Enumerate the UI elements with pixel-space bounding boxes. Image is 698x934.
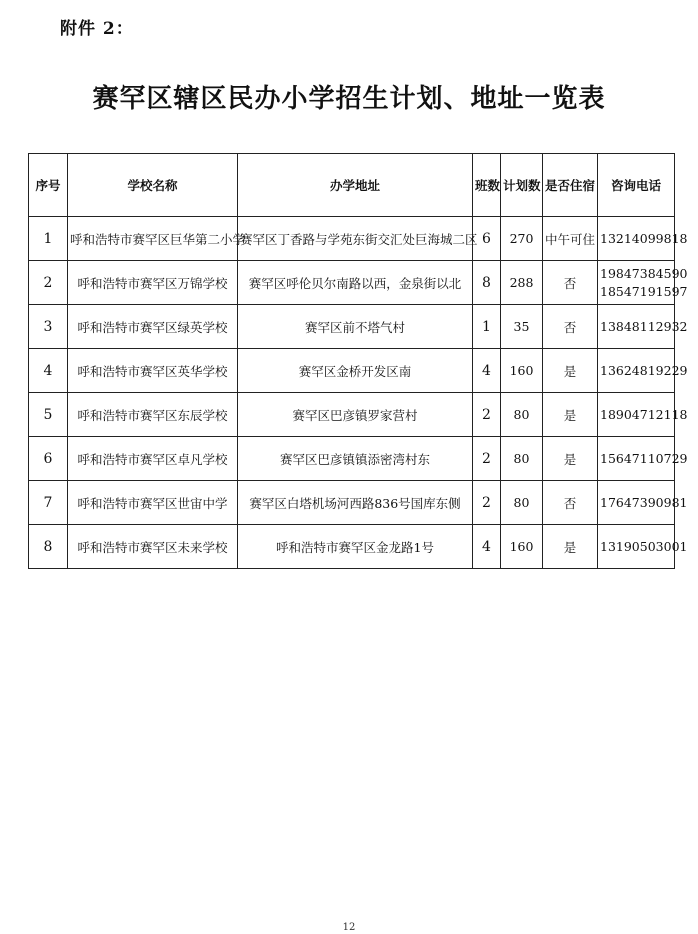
- table-row: [29, 349, 675, 393]
- cell-phone: [598, 261, 688, 305]
- cell-boarding: 是: [543, 437, 598, 481]
- phone-number: 13624819229: [600, 362, 688, 378]
- page-title: 赛罕区辖区民办小学招生计划、地址一览表: [92, 84, 606, 114]
- cell-seq: 8: [29, 525, 68, 569]
- cell-plan: 80: [501, 393, 543, 437]
- cell-classes: 8: [473, 261, 501, 305]
- phone-number: 17647390981: [600, 494, 688, 510]
- cell-address: 赛罕区前不塔气村: [238, 305, 473, 349]
- cell-classes: 2: [473, 481, 501, 525]
- cell-name: 呼和浩特市赛罕区绿英学校: [68, 305, 238, 349]
- cell-seq: 2: [29, 261, 68, 305]
- cell-boarding: 否: [543, 305, 598, 349]
- cell-seq: 5: [29, 393, 68, 437]
- phone-number: 19847384590: [600, 265, 688, 281]
- cell-phone: [598, 305, 688, 349]
- cell-seq: 6: [29, 437, 68, 481]
- cell-name: 呼和浩特市赛罕区未来学校: [68, 525, 238, 569]
- table-header-row: [29, 154, 675, 217]
- cell-classes: 4: [473, 349, 501, 393]
- cell-seq: 3: [29, 305, 68, 349]
- cell-phone: [598, 481, 688, 525]
- cell-plan: 160: [501, 349, 543, 393]
- enrollment-table: [28, 153, 688, 569]
- cell-address: 赛罕区丁香路与学苑东街交汇处巨海城二区: [238, 217, 473, 261]
- phone-number: 13190503001: [600, 538, 688, 554]
- cell-phone: [598, 393, 688, 437]
- cell-phone: [598, 437, 688, 481]
- cell-name: 呼和浩特市赛罕区巨华第二小学: [68, 217, 238, 261]
- cell-classes: 6: [473, 217, 501, 261]
- cell-boarding: 否: [543, 481, 598, 525]
- cell-plan: 80: [501, 481, 543, 525]
- cell-phone: [598, 349, 688, 393]
- header-name: 学校名称: [68, 154, 238, 217]
- cell-classes: 2: [473, 393, 501, 437]
- cell-boarding: 中午可住: [543, 217, 598, 261]
- table-row: [29, 525, 675, 569]
- cell-classes: 1: [473, 305, 501, 349]
- header-address: 办学地址: [238, 154, 473, 217]
- phone-number: 15647110729: [600, 450, 688, 466]
- header-plan: 计划数: [501, 154, 543, 217]
- table-row: [29, 261, 675, 305]
- header-phone: 咨询电话: [598, 154, 675, 217]
- phone-number: 13848112932: [600, 318, 688, 334]
- cell-address: 赛罕区白塔机场河西路836号国库东侧: [238, 481, 473, 525]
- table-row: [29, 305, 675, 349]
- cell-boarding: 否: [543, 261, 598, 305]
- cell-address: 赛罕区巴彦镇镇添密湾村东: [238, 437, 473, 481]
- header-seq: 序号: [29, 154, 68, 217]
- cell-plan: 288: [501, 261, 543, 305]
- page-number: 12: [342, 922, 356, 933]
- table-row: [29, 437, 675, 481]
- cell-name: 呼和浩特市赛罕区卓凡学校: [68, 437, 238, 481]
- header-classes: 班数: [473, 154, 501, 217]
- phone-number: 18904712118: [600, 406, 688, 422]
- header-boarding: 是否住宿: [543, 154, 598, 217]
- cell-boarding: 是: [543, 393, 598, 437]
- attachment-label: 附件 2：: [60, 19, 134, 39]
- cell-plan: 160: [501, 525, 543, 569]
- table-row: [29, 481, 675, 525]
- cell-boarding: 是: [543, 349, 598, 393]
- cell-plan: 270: [501, 217, 543, 261]
- cell-address: 赛罕区巴彦镇罗家营村: [238, 393, 473, 437]
- cell-phone: [598, 217, 688, 261]
- table-row: [29, 217, 675, 261]
- cell-address: 赛罕区金桥开发区南: [238, 349, 473, 393]
- cell-address: 呼和浩特市赛罕区金龙路1号: [238, 525, 473, 569]
- cell-plan: 35: [501, 305, 543, 349]
- phone-number: 13214099818: [600, 230, 688, 246]
- cell-plan: 80: [501, 437, 543, 481]
- cell-phone: [598, 525, 688, 569]
- cell-name: 呼和浩特市赛罕区世宙中学: [68, 481, 238, 525]
- cell-boarding: 是: [543, 525, 598, 569]
- cell-address: 赛罕区呼伦贝尔南路以西，金泉街以北: [238, 261, 473, 305]
- cell-seq: 4: [29, 349, 68, 393]
- cell-classes: 2: [473, 437, 501, 481]
- cell-name: 呼和浩特市赛罕区东辰学校: [68, 393, 238, 437]
- table-row: [29, 393, 675, 437]
- cell-name: 呼和浩特市赛罕区英华学校: [68, 349, 238, 393]
- cell-seq: 7: [29, 481, 68, 525]
- cell-name: 呼和浩特市赛罕区万锦学校: [68, 261, 238, 305]
- cell-seq: 1: [29, 217, 68, 261]
- phone-number-secondary: 18547191597: [600, 283, 688, 299]
- cell-classes: 4: [473, 525, 501, 569]
